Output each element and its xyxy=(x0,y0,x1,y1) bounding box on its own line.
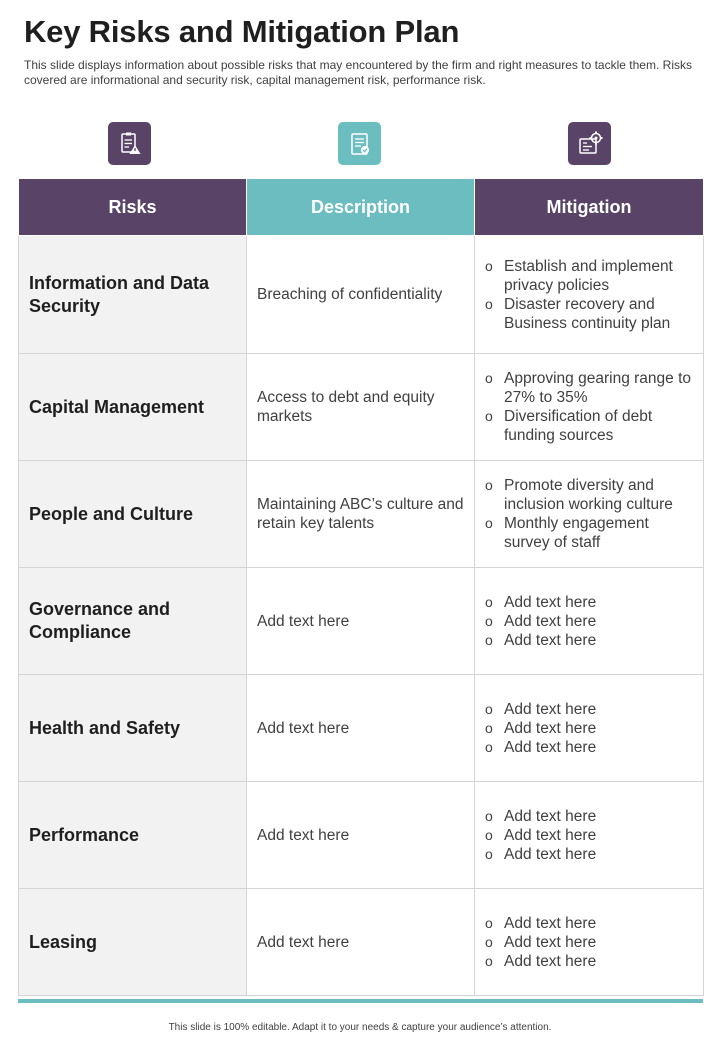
bottom-accent-bar xyxy=(18,999,703,1003)
risk-name: Governance and Compliance xyxy=(19,568,247,675)
mitigation-item: o Add text here xyxy=(485,612,693,631)
header-mitigation: Mitigation xyxy=(475,179,704,236)
risk-description: Add text here xyxy=(247,675,475,782)
mitigation-item: o Add text here xyxy=(485,845,693,864)
risk-mitigation xyxy=(475,354,704,461)
mitigation-item: o Add text here xyxy=(485,933,693,952)
risk-description: Maintaining ABC’s culture and retain key talents xyxy=(247,461,475,568)
risk-description: Breaching of confidentiality xyxy=(247,236,475,354)
risk-mitigation xyxy=(475,568,704,675)
table-row xyxy=(19,568,704,675)
mitigation-item: o Add text here xyxy=(485,952,693,971)
mitigation-item: o Add text here xyxy=(485,719,693,738)
mitigation-item: o Add text here xyxy=(485,593,693,612)
mitigation-item: o Promote diversity and inclusion working culture xyxy=(485,476,693,514)
gear-plan-icon xyxy=(568,122,611,165)
risk-name: Performance xyxy=(19,782,247,889)
header-risks: Risks xyxy=(19,179,247,236)
table-row xyxy=(19,782,704,889)
mitigation-item: o Approving gearing range to 27% to 35% xyxy=(485,369,693,407)
mitigation-item: o Add text here xyxy=(485,738,693,757)
document-check-icon xyxy=(338,122,381,165)
risk-description: Add text here xyxy=(247,782,475,889)
mitigation-item: o Add text here xyxy=(485,700,693,719)
page-title: Key Risks and Mitigation Plan xyxy=(24,14,460,49)
mitigation-item: o Add text here xyxy=(485,631,693,650)
risk-description: Add text here xyxy=(247,889,475,996)
mitigation-item: o Disaster recovery and Business continuity plan xyxy=(485,295,693,333)
risk-checklist-icon xyxy=(108,122,151,165)
table-header-row xyxy=(19,179,704,236)
risk-name: Health and Safety xyxy=(19,675,247,782)
risk-mitigation xyxy=(475,675,704,782)
mitigation-item: o Diversification of debt funding sources xyxy=(485,407,693,445)
mitigation-item: o Add text here xyxy=(485,914,693,933)
risk-description: Add text here xyxy=(247,568,475,675)
risk-name: Leasing xyxy=(19,889,247,996)
risk-name: Information and Data Security xyxy=(19,236,247,354)
footer-note: This slide is 100% editable. Adapt it to your needs & capture your audience’s attention. xyxy=(168,1022,552,1033)
header-description: Description xyxy=(247,179,475,236)
table-row xyxy=(19,889,704,996)
risk-mitigation xyxy=(475,236,704,354)
table-row xyxy=(19,236,704,354)
risk-mitigation xyxy=(475,461,704,568)
mitigation-item: o Add text here xyxy=(485,826,693,845)
risk-description: Access to debt and equity markets xyxy=(247,354,475,461)
page-subtitle: This slide displays information about possible risks that may encountered by the firm and right measures to tackle them. Risks covered are informational and security risk, capital management risk, performance risk. xyxy=(24,58,692,87)
mitigation-item: o Monthly engagement survey of staff xyxy=(485,514,693,552)
mitigation-item: o Add text here xyxy=(485,807,693,826)
risk-name: Capital Management xyxy=(19,354,247,461)
risk-table xyxy=(18,178,704,996)
table-row xyxy=(19,675,704,782)
risk-mitigation xyxy=(475,782,704,889)
risk-name: People and Culture xyxy=(19,461,247,568)
mitigation-item: o Establish and implement privacy policies xyxy=(485,257,693,295)
table-row xyxy=(19,461,704,568)
table-row xyxy=(19,354,704,461)
risk-mitigation xyxy=(475,889,704,996)
